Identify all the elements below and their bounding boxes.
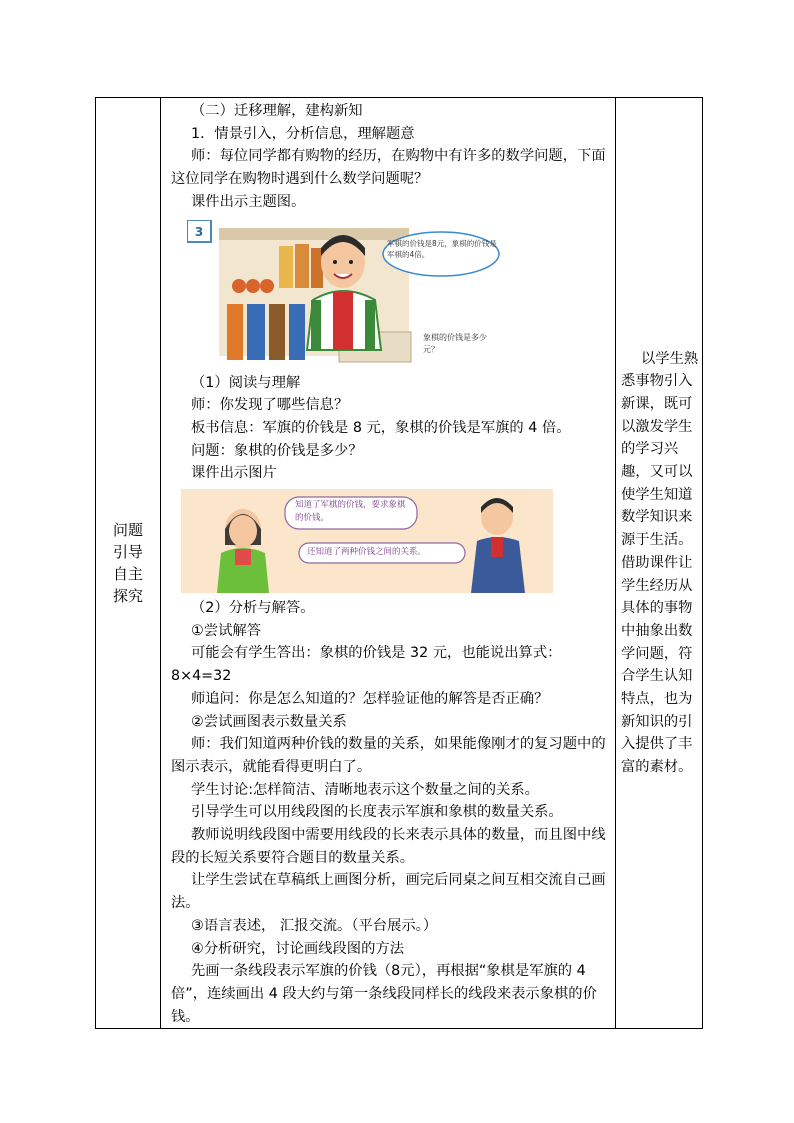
table-row — [96, 98, 703, 1029]
step3-text: ③语言表述， 汇报交流。（平台展示。） — [191, 917, 438, 934]
shopping-scene-illustration — [187, 220, 503, 368]
subsection-analyze-solve: （2）分析与解答。 — [191, 600, 315, 617]
lesson-plan-table — [95, 97, 703, 1029]
teacher-intro: 师：每位同学都有购物的经历，在购物中有许多的数学问题，下面这位同学在购物时遇到什么数学问题呢？ — [171, 148, 606, 188]
step4-text: ④分析研究，讨论画线段图的方法 — [191, 940, 404, 957]
guide-text: 引导学生可以用线段图的长度表示军旗和象棋的数量关系。 — [191, 804, 563, 821]
left-speech-bubble: 知道了军棋的价钱，要求象棋的价钱。 — [295, 500, 406, 524]
possible-answer: 可能会有学生答出：象棋的价钱是 32 元，也能说出算式：8×4=32 — [171, 645, 562, 685]
teacher-relation: 师：我们知道两种价钱的数量的关系，如果能像刚才的复习题中的图示表示，就能看得更明白了。 — [171, 736, 606, 775]
main-content — [161, 98, 615, 1028]
design-note: 以学生熟悉事物引入新课，既可以激发学生的学习兴趣，又可以使学生知道数学知识来源于生活。借助课件让学生经历从具体的事物中抽象出数学问题，符合学生认知特点，也为新知识的引入提供了丰富的素材。 — [621, 350, 699, 776]
show-picture-text: 课件出示图片 — [191, 465, 277, 482]
row-label: 问题引导自主探究 — [112, 521, 143, 606]
teacher-explanation: 教师说明线段图中需要用线段的长来表示具体的数量，而且图中线段的长短关系要符合题目的数量关系。 — [171, 827, 606, 866]
student-try: 让学生尝试在草稿纸上画图分析，画完后同桌之间互相交流自己画法。 — [171, 872, 606, 912]
section-heading: （二）迁移理解，建构新知 — [191, 103, 363, 119]
teacher-follow-up: 师追问：你是怎么知道的？怎样验证他的解答是否正确？ — [191, 690, 549, 707]
show-theme-text: 课件出示主题图。 — [191, 193, 306, 210]
scene-speech-bubble: 军棋的价钱是8元，象棋的价钱是军棋的4倍。 — [387, 238, 497, 259]
teacher-question: 师：你发现了哪些信息？ — [191, 397, 349, 414]
main-content-cell — [161, 98, 616, 1029]
problem-text: 问题：象棋的价钱是多少？ — [191, 442, 363, 459]
method-text: 先画一条线段表示军旗的价钱（8元），再根据“象棋是军旗的 4 倍”，连续画出 4 段大约与第一条线段同样长的线段来表示象棋的价钱。 — [171, 963, 597, 1025]
note-cell — [616, 98, 703, 1029]
row-label-cell — [96, 98, 161, 1029]
subsection-read-understand: （1）阅读与理解 — [191, 374, 301, 391]
student-discussion: 学生讨论:怎样简洁、清晰地表示这个数量之间的关系。 — [191, 781, 539, 798]
figure-number-badge: 3 — [194, 224, 204, 239]
board-info: 板书信息：军旗的价钱是 8 元，象棋的价钱是军旗的 4 倍。 — [191, 419, 571, 436]
try-solve: ①尝试解答 — [191, 622, 262, 639]
students-dialogue-illustration — [181, 489, 553, 593]
right-speech-bubble: 还知道了两种价钱之间的关系。 — [307, 547, 427, 558]
scene-question-text: 象棋的价钱是多少元？ — [423, 332, 487, 354]
try-draw: ②尝试画图表示数量关系 — [191, 713, 347, 730]
step1-title: 1．情景引入，分析信息，理解题意 — [191, 125, 415, 142]
